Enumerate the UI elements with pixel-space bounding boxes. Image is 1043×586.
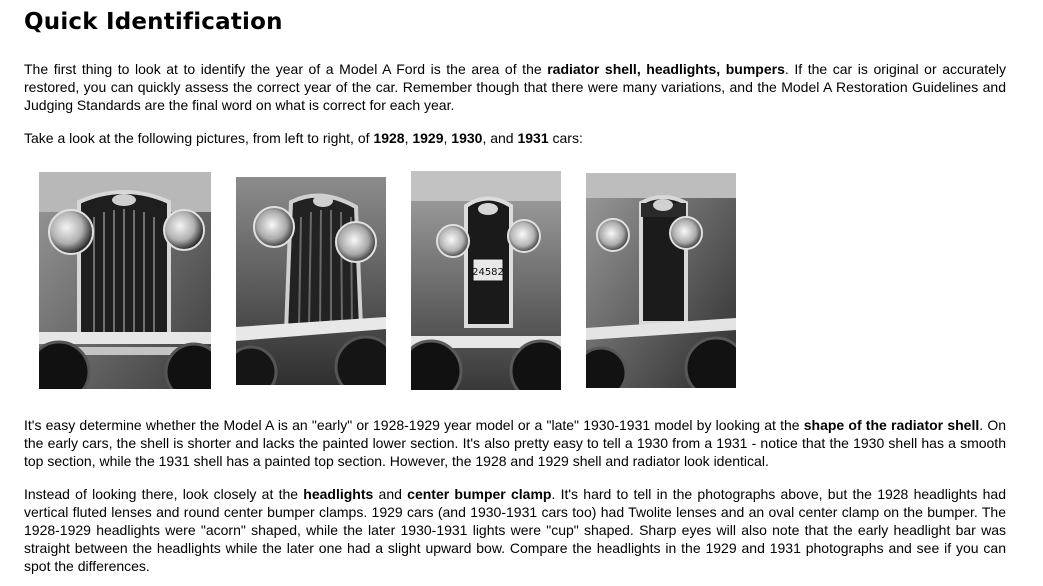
radiator-text-1: It's easy determine whether the Model A is an "early" or 1928-1929 year model or a "late" 1930-1931 model by looking at the — [24, 417, 804, 433]
sep: , — [443, 130, 452, 146]
headlight-bold-bumper-clamp: center bumper clamp — [407, 486, 552, 502]
year-1931: 1931 — [517, 130, 549, 146]
take-look-end: cars: — [548, 130, 583, 146]
headlight-text-2: and — [373, 486, 408, 502]
headlight-paragraph — [24, 485, 1006, 575]
photo-1930-car — [411, 171, 561, 390]
page-title: Quick Identification — [24, 9, 283, 35]
intro-bold-radiator: radiator shell, headlights, bumpers — [547, 61, 785, 77]
intro-paragraph — [24, 60, 1006, 114]
sep: , and — [482, 130, 518, 146]
year-1929: 1929 — [412, 130, 444, 146]
radiator-bold-shape: shape of the radiator shell — [803, 417, 980, 433]
radiator-paragraph — [24, 416, 1006, 470]
year-1928: 1928 — [373, 130, 405, 146]
intro-text-1: The first thing to look at to identify the year of a Model A Ford is the area of the — [24, 61, 548, 77]
intro-text-2: . If the car is original or accurately restored, you can quickly assess the correct year of the car. Remember though that there were many variations, and the Model A Restoration Guidelines and Judging Standards are the final word on what is correct for each year. — [24, 61, 1007, 113]
photo-1928-car — [39, 172, 211, 389]
headlight-bold-headlights: headlights — [303, 486, 374, 502]
photo-1931-car — [586, 173, 736, 388]
radiator-text-2: . On the early cars, the shell is shorter and lacks the painted lower section. It's also pretty easy to tell a 1930 from a 1931 - notice that the 1930 shell has a smooth top section, while the 1931 shell has a painted top section. However, the 1928 and 1929 shell and radiator look identical. — [24, 417, 1006, 469]
photo-1929-car — [236, 177, 386, 385]
license-plate-text: 24582 — [472, 267, 504, 278]
take-look-text: Take a look at the following pictures, from left to right, of — [24, 130, 374, 146]
headlight-text-3: . It's hard to tell in the photographs above, but the 1928 headlights had vertical fluted lenses and round center bumper clamps. 1929 cars (and 1930-1931 cars too) had Twolite lenses and an oval center clamp on the bumper. The 1928-1929 headlights were "acorn" shaped, while the later 1930-1931 lights were "cup" shaped. Sharp eyes will also note that the early headlight bar was straight between the headlights while the later one had a slight upward bow. Compare the headlights in the 1929 and 1931 photographs and see if you can spot the differences. — [24, 486, 1006, 574]
sep: , — [404, 130, 413, 146]
year-1930: 1930 — [451, 130, 483, 146]
take-look-paragraph — [24, 129, 1006, 147]
headlight-text-1: Instead of looking there, look closely at the — [24, 486, 304, 502]
